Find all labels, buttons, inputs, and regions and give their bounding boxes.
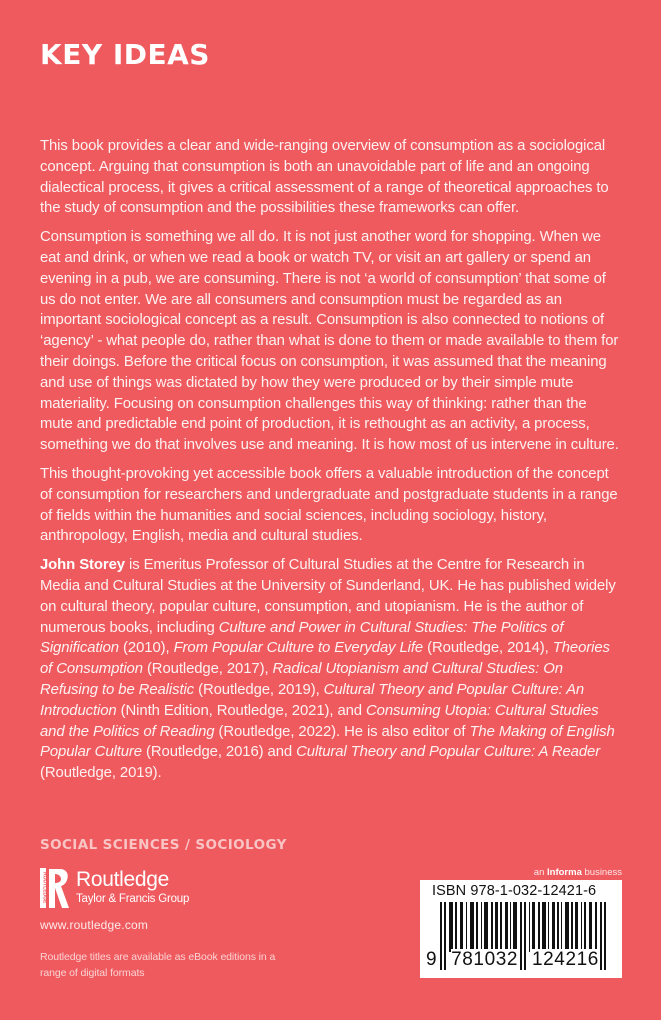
- publisher-logo-block: [40, 866, 189, 910]
- book-info: (Routledge, 2017),: [142, 661, 273, 678]
- book-info: (Ninth Edition, Routledge, 2021), and: [116, 702, 367, 719]
- informa-suffix: business: [581, 867, 622, 878]
- book-info: (Routledge, 2022). He is also editor of: [214, 723, 470, 740]
- ebook-note: Routledge titles are available as eBook editions in a range of digital formats: [40, 951, 276, 979]
- author-name: John Storey: [40, 557, 125, 574]
- author-bio: [40, 555, 622, 784]
- book-title: From Popular Culture to Everyday Life: [173, 640, 424, 657]
- book-info: (2010),: [119, 640, 174, 657]
- barcode-digits-left: 781032: [451, 949, 519, 970]
- informa-prefix: an: [533, 867, 548, 878]
- book-title: Culture and Power in Cultural Studies: The Politics of Signification: [40, 619, 564, 657]
- barcode-digits-right: 124216: [531, 949, 599, 970]
- book-title: Consuming Utopia: Cultural Studies and the Politics of Reading: [40, 702, 599, 740]
- book-title: The Making of English Popular Culture: [40, 723, 615, 761]
- barcode-digit-first: 9: [426, 949, 438, 970]
- book-info: (Routledge, 2014),: [423, 640, 553, 657]
- description-paragraph-1: This book provides a clear and wide-ranging overview of consumption as a sociological concept. Arguing that consumption is both an unavoidable part of life and an ongoing dialectical process, it gives a critical assessment of a range of theoretical approaches to the study of consumption and the possibilities these frameworks can offer.: [40, 138, 609, 217]
- back-cover-text: [40, 136, 622, 792]
- description-paragraph-3: This thought-provoking yet accessible book offers a valuable introduction of the concept of consumption for researchers and undergraduate and postgraduate students in a range of fields within the humanities and social sciences, including sociology, history, anthropology, English, media and cultural studies.: [40, 465, 618, 545]
- book-info: (Routledge, 2019),: [194, 681, 324, 698]
- barcode-digits: [426, 949, 616, 971]
- book-title: Theories of Consumption: [40, 640, 610, 678]
- isbn-barcode: [420, 880, 622, 978]
- description-paragraph-2: Consumption is something we all do. It is not just another word for shopping. When we eat and drink, or when we read a book or watch TV, or visit an art gallery or spend an evening in a pub, we are consuming. There is not ‘a world of consumption’ that some of us do not enter. We are all consumers and consumption must be regarded as an important sociological concept as a result. Consumption is also connected to notions of ‘agency’ - what people do, rather than what is done to them or made available to them for their doings. Before the critical focus on consumption, it was assumed that the meaning and use of things was dictated by how they were produced or by their simple mute materiality. Focusing on consumption challenges this way of thinking: rather than the mute and predictable end point of production, it is rethought as an activity, a process, something we do that involves use and meaning. It is how most of us intervene in culture.: [40, 229, 619, 454]
- informa-brand: Informa: [547, 867, 582, 878]
- publisher-group: Taylor & Francis Group: [76, 893, 190, 905]
- book-title: Radical Utopianism and Cultural Studies: On Refusing to be Realistic: [40, 661, 563, 698]
- svg-text:ROUTLEDGE: ROUTLEDGE: [41, 872, 48, 904]
- bio-text: is Emeritus Professor of Cultural Studies at the Centre for Research in Media and Cultural Studies at the University of Sunderland, UK. He has published widely on cultural theory, popular culture, consumption, and utopianism. He is the author of numerous books, including: [40, 557, 616, 636]
- section-title: KEY IDEAS: [40, 38, 210, 71]
- book-info: (Routledge, 2016) and: [141, 744, 297, 761]
- publisher-website-link[interactable]: www.routledge.com: [40, 918, 149, 932]
- book-title: Cultural Theory and Popular Culture: A Reader: [296, 744, 601, 761]
- book-info: (Routledge, 2019).: [40, 765, 162, 782]
- publisher-name: Routledge: [76, 868, 170, 891]
- routledge-logo-icon: [40, 866, 70, 910]
- informa-tagline: [534, 867, 622, 878]
- book-title: Cultural Theory and Popular Culture: An Introduction: [40, 681, 585, 719]
- subject-category: SOCIAL SCIENCES / SOCIOLOGY: [40, 837, 287, 853]
- isbn-label: ISBN 978-1-032-12421-6: [432, 883, 597, 899]
